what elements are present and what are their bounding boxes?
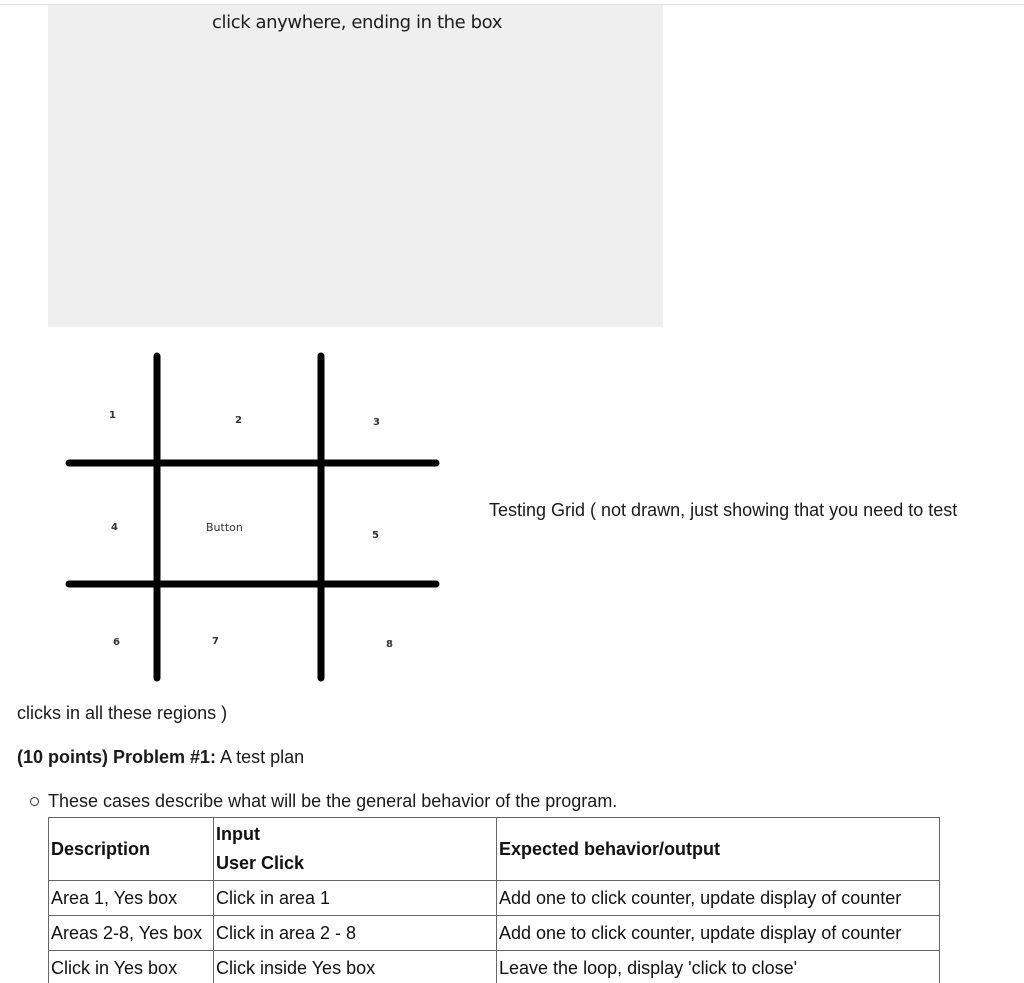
grid-caption-line1: Testing Grid ( not drawn, just showing that you need to test bbox=[489, 500, 958, 520]
cell-description: Click in Yes box bbox=[49, 951, 214, 983]
cell-input: Click in area 1 bbox=[214, 881, 497, 916]
testing-grid-figure bbox=[60, 348, 450, 688]
problem-title: A test plan bbox=[216, 747, 305, 767]
bullet-item bbox=[30, 791, 617, 812]
header-description: Description bbox=[49, 818, 214, 881]
grid-drawing bbox=[60, 348, 450, 688]
table-row bbox=[49, 881, 940, 916]
grid-label-6: 6 bbox=[113, 637, 120, 648]
cell-expected: Add one to click counter, update display of counter bbox=[497, 881, 940, 916]
header-expected: Expected behavior/output bbox=[497, 818, 940, 881]
grid-label-3: 3 bbox=[373, 417, 380, 428]
header-input-line2: User Click bbox=[216, 853, 305, 873]
cell-input: Click inside Yes box bbox=[214, 951, 497, 983]
table-header-row bbox=[49, 818, 940, 881]
cell-description: Areas 2-8, Yes box bbox=[49, 916, 214, 951]
grid-label-7: 7 bbox=[212, 636, 219, 647]
graphics-window-screenshot bbox=[48, 5, 663, 327]
problem-points: (10 points) Problem #1: bbox=[17, 747, 217, 767]
canvas-caption: click anywhere, ending in the box bbox=[212, 12, 502, 33]
table-row bbox=[49, 951, 940, 983]
header-input-line1: Input bbox=[216, 824, 260, 844]
cell-expected: Add one to click counter, update display of counter bbox=[497, 916, 940, 951]
problem-heading bbox=[17, 747, 304, 768]
cell-description: Area 1, Yes box bbox=[49, 881, 214, 916]
header-input bbox=[214, 818, 497, 881]
grid-label-5: 5 bbox=[372, 530, 379, 541]
test-plan-table bbox=[48, 817, 940, 983]
grid-label-2: 2 bbox=[235, 415, 242, 426]
cell-expected: Leave the loop, display 'click to close' bbox=[497, 951, 940, 983]
bullet-circle-icon bbox=[30, 797, 39, 806]
grid-label-button: Button bbox=[206, 521, 243, 534]
table-row bbox=[49, 916, 940, 951]
grid-label-8: 8 bbox=[386, 639, 393, 650]
grid-caption-line2: clicks in all these regions ) bbox=[17, 703, 228, 723]
cell-input: Click in area 2 - 8 bbox=[214, 916, 497, 951]
bullet-text: These cases describe what will be the general behavior of the program. bbox=[48, 791, 618, 811]
grid-label-1: 1 bbox=[109, 410, 116, 421]
grid-label-4: 4 bbox=[111, 522, 118, 533]
